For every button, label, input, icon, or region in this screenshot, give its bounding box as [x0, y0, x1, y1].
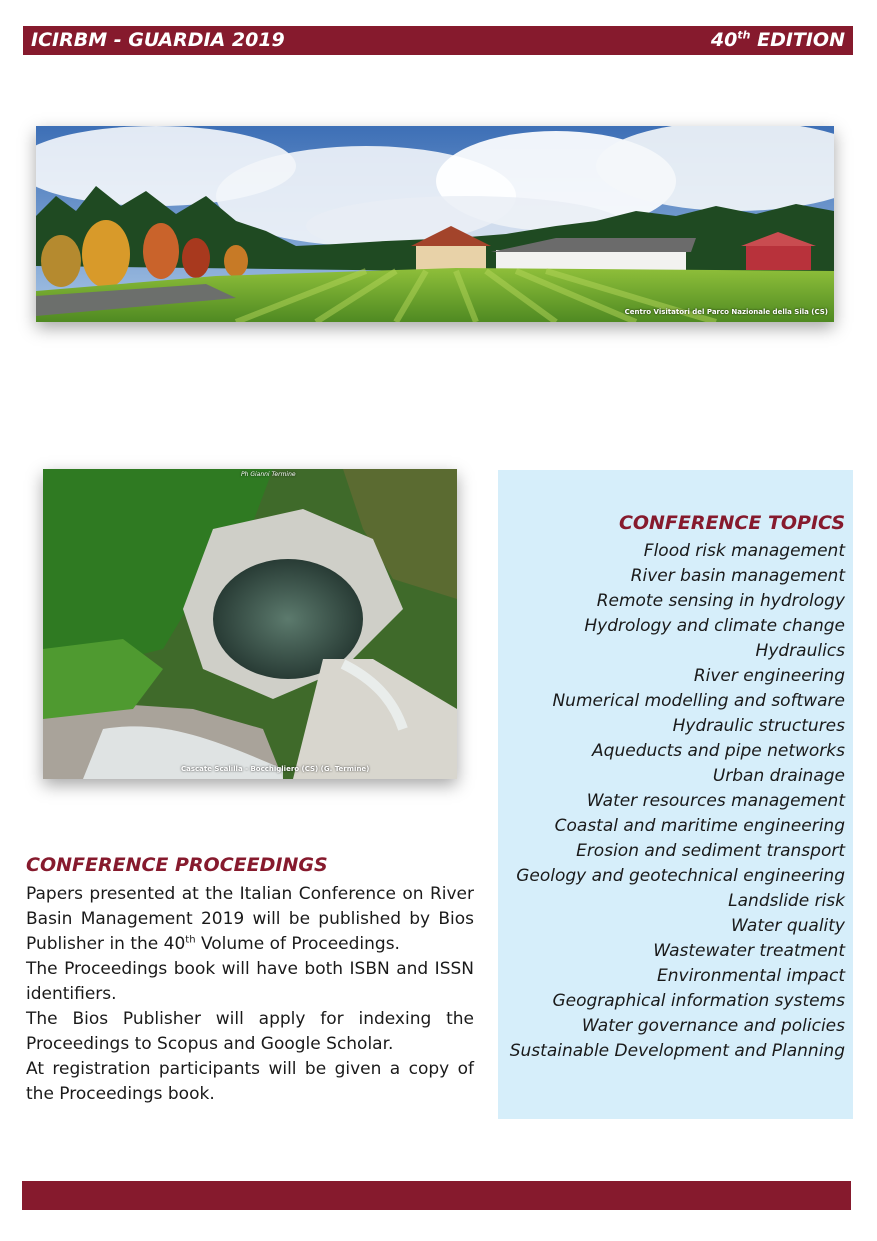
topics-title: CONFERENCE TOPICS: [618, 512, 845, 534]
topic-item: Urban drainage: [712, 766, 845, 786]
header-edition: [711, 26, 845, 55]
conference-proceedings-section: [26, 852, 474, 1107]
topic-item: Coastal and maritime engineering: [554, 816, 845, 836]
proceedings-paragraph-1: [26, 882, 474, 957]
topic-item: River engineering: [693, 666, 845, 686]
topic-item: Hydraulic structures: [672, 716, 845, 736]
topic-item: Wastewater treatment: [653, 941, 845, 961]
waterfall-illustration: [43, 469, 457, 779]
topic-item: Remote sensing in hydrology: [596, 591, 845, 611]
edition-number: 40: [710, 29, 738, 51]
topic-item: Landslide risk: [728, 891, 845, 911]
topic-item: Geology and geotechnical engineering: [516, 866, 845, 886]
panorama-photo: [36, 126, 834, 322]
topic-item: Sustainable Development and Planning: [509, 1041, 845, 1061]
header-left-title: ICIRBM - GUARDIA 2019: [31, 29, 285, 51]
topic-item: Water resources management: [586, 791, 845, 811]
topic-item: Environmental impact: [657, 966, 845, 986]
topic-item: Aqueducts and pipe networks: [592, 741, 845, 761]
waterfall-photo: [43, 469, 457, 779]
edition-label: EDITION: [750, 29, 845, 51]
footer-bar: [22, 1181, 851, 1210]
proceedings-paragraph-2: The Proceedings book will have both ISBN and ISSN identifiers.: [26, 959, 474, 1004]
topics-list: [506, 539, 845, 1064]
waterfall-credit: Ph Gianni Termine: [241, 471, 296, 478]
topic-item: Flood risk management: [643, 541, 845, 561]
proceedings-paragraph-3: The Bios Publisher will apply for indexing the Proceedings to Scopus and Google Scholar.: [26, 1009, 474, 1054]
panorama-illustration: [36, 126, 834, 322]
header-bar: [23, 26, 853, 55]
topic-item: Hydraulics: [755, 641, 845, 661]
topic-item: Water governance and policies: [581, 1016, 845, 1036]
p1-text-after: Volume of Proceedings.: [195, 934, 400, 954]
panorama-caption: Centro Visitatori del Parco Nazionale della Sila (CS): [624, 308, 828, 316]
edition-superscript: th: [737, 28, 751, 42]
topic-item: Geographical information systems: [552, 991, 845, 1011]
p1-superscript: th: [185, 934, 196, 946]
topic-item: Erosion and sediment transport: [576, 841, 845, 861]
proceedings-paragraph-4: At registration participants will be given a copy of the Proceedings book.: [26, 1059, 474, 1104]
waterfall-caption: Cascate Scalilla - Bocchigliero (CS) (G. Termine): [181, 765, 370, 773]
topic-item: Hydrology and climate change: [584, 616, 845, 636]
conference-topics-panel: [498, 470, 853, 1119]
topic-item: River basin management: [630, 566, 845, 586]
topic-item: Numerical modelling and software: [552, 691, 845, 711]
proceedings-title: CONFERENCE PROCEEDINGS: [26, 854, 328, 876]
topic-item: Water quality: [731, 916, 845, 936]
p1-text-before: Papers presented at the Italian Conference on River Basin Management 2019 will be published by Bios Publisher in the 40: [26, 884, 474, 954]
